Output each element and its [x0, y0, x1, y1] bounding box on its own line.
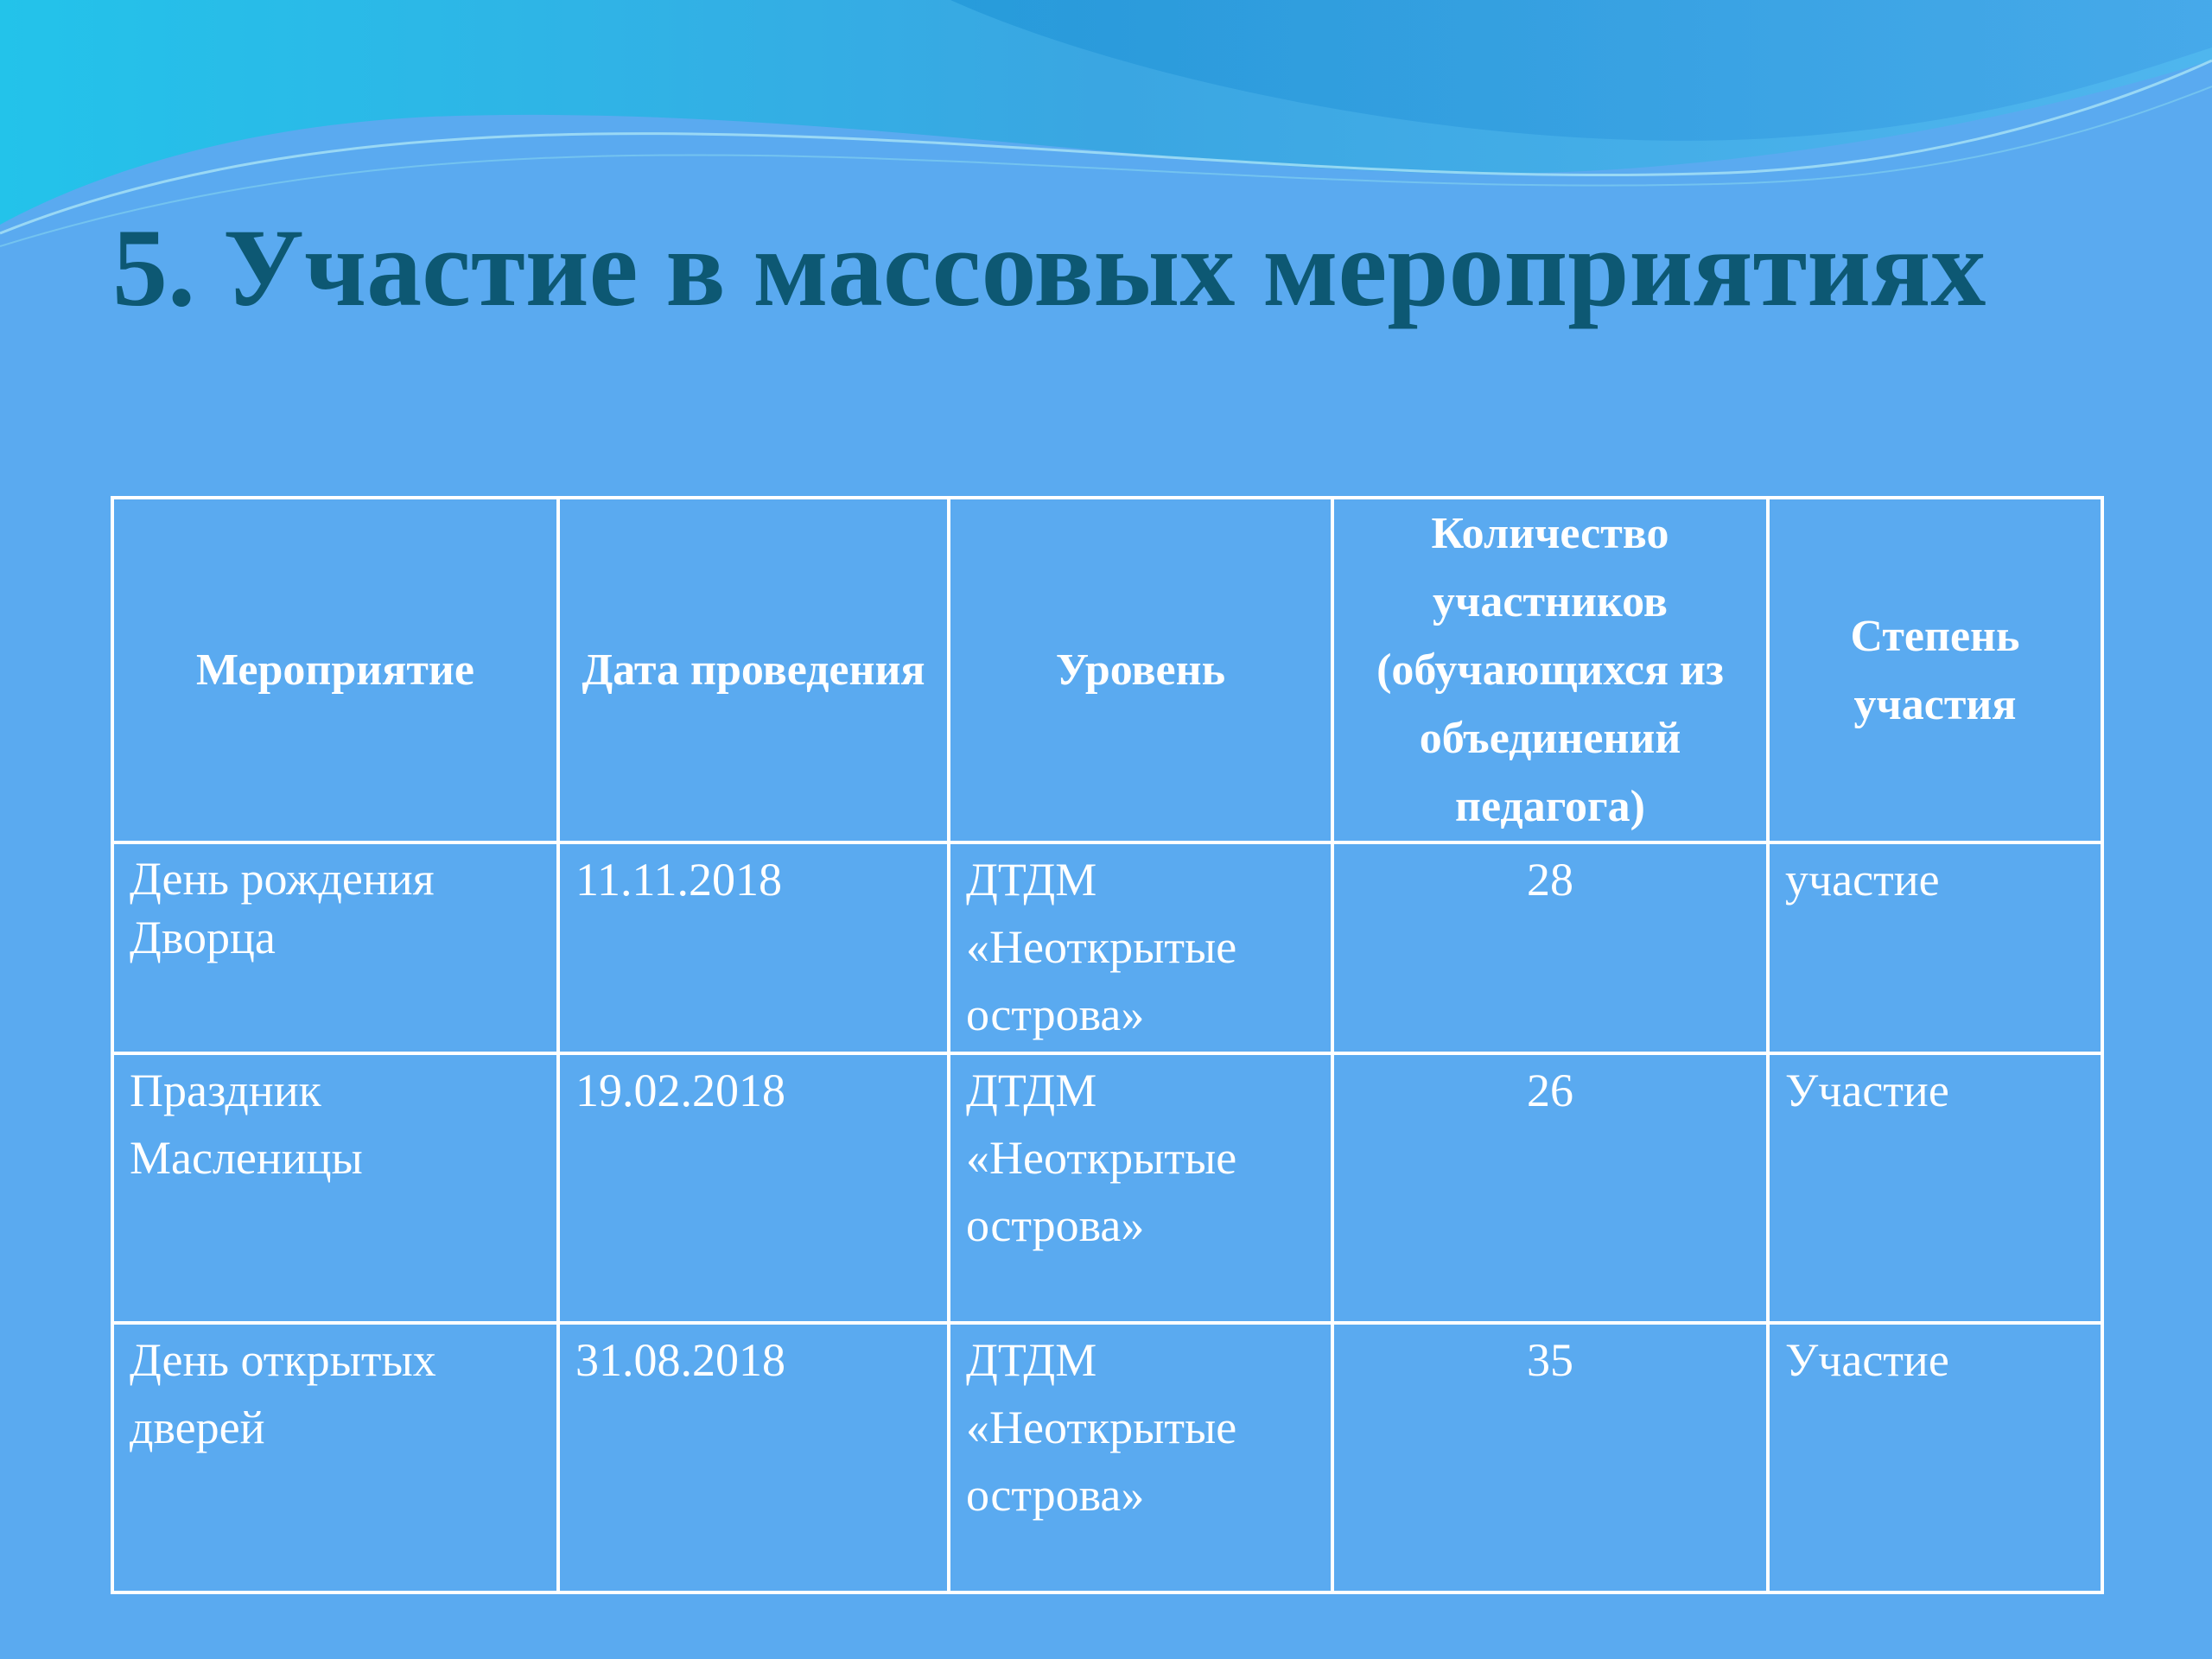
cell-event: День открытых дверей [130, 1334, 436, 1453]
cell-level: ДТДМ «Неоткрытые острова» [966, 1065, 1237, 1251]
table-row [112, 842, 2102, 1053]
cell-level: ДТДМ «Неоткрытые острова» [966, 854, 1237, 1040]
cell-level: ДТДМ «Неоткрытые острова» [966, 1334, 1237, 1521]
events-table [111, 496, 2104, 1594]
header-date: Дата проведения [558, 498, 949, 842]
cell-date: 31.08.2018 [575, 1334, 785, 1386]
header-event: Мероприятие [112, 498, 558, 842]
slide-title: 5. Участие в массовых мероприятиях [112, 207, 1986, 329]
cell-participation: Участие [1785, 1065, 1949, 1116]
header-count: Количество участников (обучающихся из объединений педагога) [1332, 498, 1768, 842]
cell-date: 19.02.2018 [575, 1065, 785, 1116]
table-header-row [112, 498, 2102, 842]
cell-event: Праздник Масленицы [130, 1065, 363, 1184]
table-row [112, 1323, 2102, 1592]
cell-participation: участие [1785, 854, 1940, 906]
table-row [112, 1053, 2102, 1323]
cell-participation: Участие [1785, 1334, 1949, 1386]
cell-count: 26 [1527, 1065, 1573, 1116]
cell-event: День рождения Дворца [130, 853, 435, 963]
header-level: Уровень [949, 498, 1332, 842]
cell-count: 35 [1527, 1334, 1573, 1386]
header-participation: Степень участия [1768, 498, 2102, 842]
cell-count: 28 [1527, 854, 1573, 906]
cell-date: 11.11.2018 [575, 854, 782, 906]
